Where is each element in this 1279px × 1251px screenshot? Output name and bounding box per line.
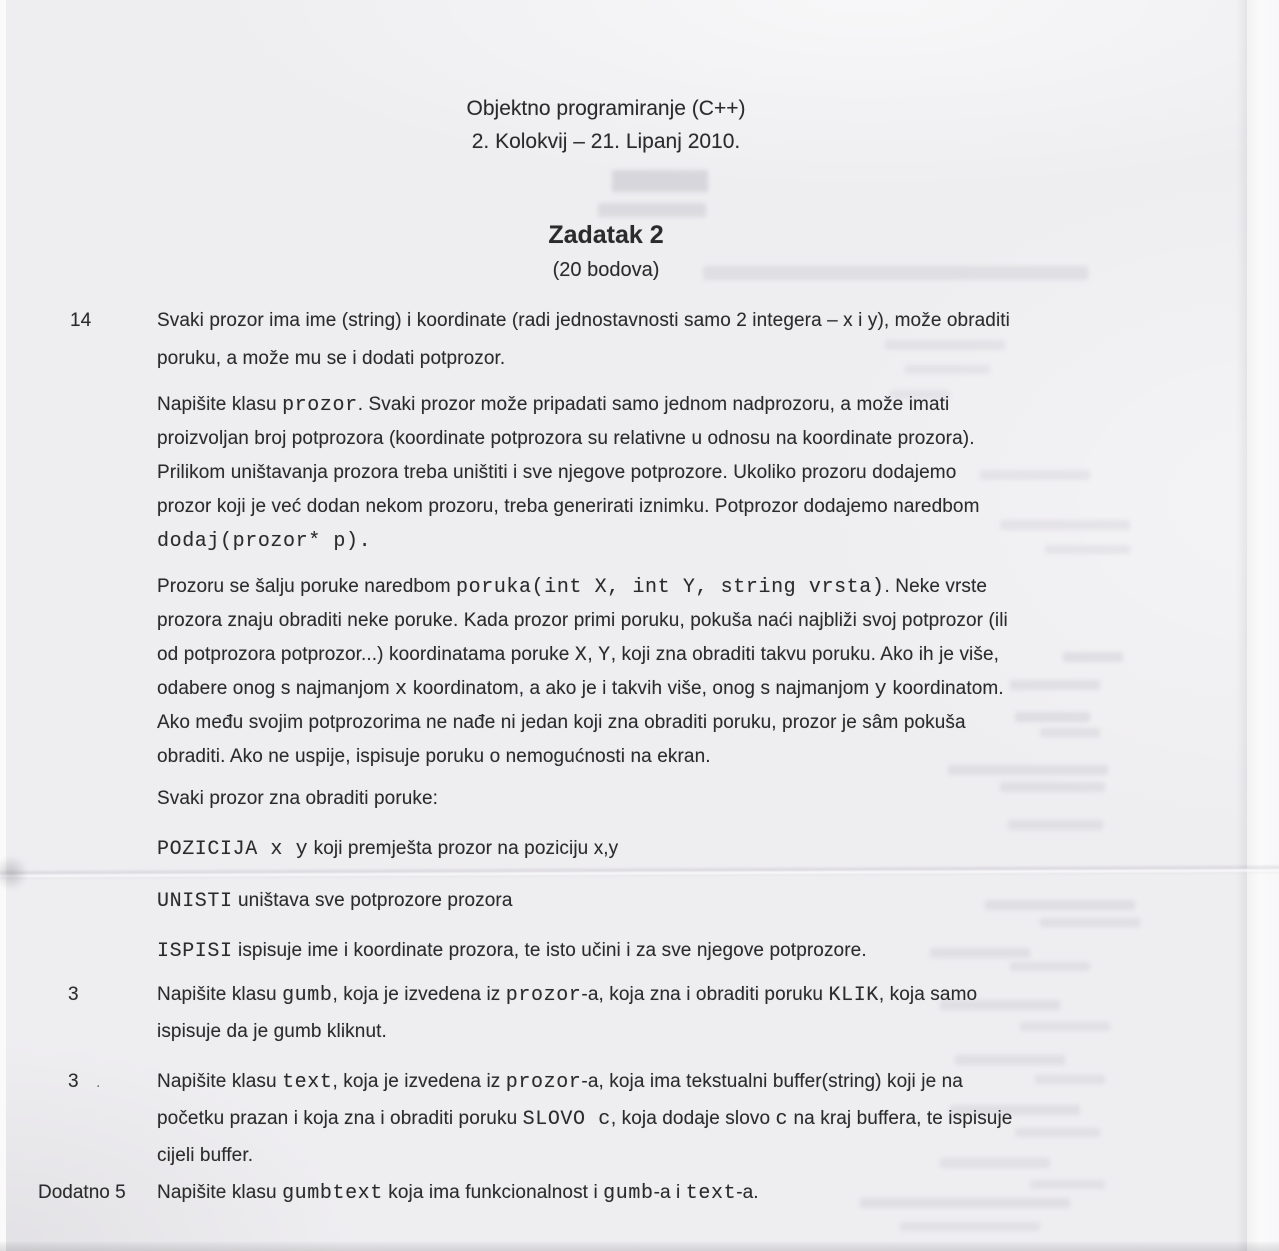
text-line — [157, 984, 1157, 1021]
fold-crease-shadow — [0, 856, 28, 890]
code-inline: gumbtext — [282, 1182, 383, 1205]
code-inline: X — [574, 644, 588, 667]
scan-edge-right-shadow — [1236, 0, 1247, 1251]
section-klasa-text — [157, 1071, 1157, 1182]
text-run: . Neke vrste — [884, 576, 988, 597]
text-line — [157, 890, 1157, 926]
code-inline: gumb — [282, 984, 333, 1007]
text-line — [157, 428, 1157, 462]
ghost-mark — [900, 1222, 1040, 1231]
text-line — [157, 1145, 1157, 1182]
text-run: Napišite klasu — [157, 1182, 283, 1203]
section-klasa-prozor — [157, 394, 1157, 564]
section-poruke-naslov — [157, 788, 1157, 824]
text-run: na kraj buffera, te ispisuje — [788, 1108, 1013, 1129]
code-inline: gumb — [603, 1182, 654, 1205]
text-run: , koji zna obraditi takvu poruku. Ako ih je više, — [610, 644, 1000, 665]
text-run: -a, koja ima tekstualni buffer(string) koji je na — [581, 1071, 963, 1092]
text-run: koordinatom, a ako je i takvih više, onog s najmanjom — [407, 678, 875, 699]
code-inline: prozor — [282, 394, 358, 417]
text-run: -a. — [736, 1182, 759, 1203]
text-line — [157, 348, 1157, 386]
text-run: , koja je izvedena iz — [332, 984, 506, 1005]
code-inline: prozor — [505, 1071, 582, 1094]
code-inline: POZICIJA x y — [157, 838, 309, 861]
text-run: koordinatom. — [887, 678, 1004, 699]
text-run: -a, koja zna i obraditi poruku — [581, 984, 829, 1005]
text-run: ispisuje ime i koordinate prozora, te isto učini i za sve njegove potprozore. — [232, 940, 867, 961]
section-uvod — [157, 310, 1157, 386]
text-line — [157, 394, 1157, 428]
task-points: (20 bodova) — [552, 259, 660, 281]
code-inline: poruka(int X, int Y, string vrsta) — [456, 576, 885, 599]
text-run: Prozoru se šalju poruke naredbom — [157, 576, 457, 597]
text-run: koji premješta prozor na poziciju x,y — [308, 838, 619, 859]
text-run: ispisuje da je gumb kliknut. — [157, 1021, 387, 1042]
code-inline: KLIK — [828, 984, 879, 1007]
code-inline: y — [874, 678, 888, 701]
code-inline: SLOVO c — [522, 1108, 611, 1131]
text-line — [157, 1021, 1157, 1058]
stray-dot: . — [96, 1074, 101, 1091]
text-run: , koja dodaje slovo — [610, 1108, 776, 1129]
text-run: početku prazan i koja zna i obraditi poruku — [157, 1108, 523, 1129]
text-line — [157, 1182, 1157, 1218]
text-line — [157, 576, 1157, 610]
section-poruke — [157, 576, 1157, 780]
scan-edge-bottom — [0, 1242, 1279, 1251]
ghost-mark — [598, 203, 706, 217]
text-run: poruku, a može mu se i dodati potprozor. — [157, 348, 506, 369]
text-line — [157, 496, 1157, 530]
text-run: cijeli buffer. — [157, 1145, 254, 1166]
text-line — [157, 788, 1157, 824]
text-run: prozora znaju obraditi neke poruke. Kada prozor primi poruku, pokuša naći najbliži svoj potprozor (ili — [157, 610, 1008, 631]
text-run: Napišite klasu — [157, 394, 283, 415]
text-run: prozor koji je već dodan nekom prozoru, treba generirati iznimku. Potprozor dodajemo naredbom — [157, 496, 980, 517]
text-line — [157, 678, 1157, 712]
text-line — [157, 462, 1157, 496]
text-run: uništava sve potprozore prozora — [232, 890, 513, 911]
text-run: Svaki prozor zna obraditi poruke: — [157, 788, 439, 809]
text-line — [157, 838, 1157, 874]
margin-points-klasa-text: 3 — [68, 1071, 79, 1092]
course-title: Objektno programiranje (C++) — [466, 97, 746, 120]
code-inline: prozor — [505, 984, 582, 1007]
text-run: koja ima funkcionalnost i — [382, 1182, 604, 1203]
text-run: Svaki prozor ima ime (string) i koordinate (radi jednostavnosti samo 2 integera – x i y), može obraditi — [157, 310, 1010, 331]
text-line — [157, 940, 1157, 976]
margin-points-uvod: 14 — [70, 310, 92, 331]
text-run: obraditi. Ako ne uspije, ispisuje poruku o nemogućnosti na ekran. — [157, 746, 711, 767]
text-line — [157, 712, 1157, 746]
section-poruka-ispisi — [157, 940, 1157, 976]
text-run: , koja samo — [878, 984, 978, 1005]
ghost-mark — [612, 170, 708, 192]
text-run: , — [587, 644, 599, 665]
section-klasa-gumbtext — [157, 1182, 1157, 1218]
section-poruka-unisti — [157, 890, 1157, 926]
text-run: Napišite klasu — [157, 984, 283, 1005]
exam-session-date: 2. Kolokvij – 21. Lipanj 2010. — [471, 130, 741, 153]
section-klasa-gumb — [157, 984, 1157, 1058]
code-inline: c — [775, 1108, 789, 1131]
code-inline: dodaj(prozor* p). — [157, 530, 372, 553]
text-line — [157, 530, 1157, 564]
scan-edge-left — [0, 0, 6, 1251]
code-inline: text — [282, 1071, 333, 1094]
code-inline: ISPISI — [157, 940, 233, 963]
code-inline: text — [685, 1182, 737, 1205]
text-run: odabere onog s najmanjom — [157, 678, 396, 699]
text-run: -a i — [653, 1182, 686, 1203]
section-poruka-pozicija — [157, 838, 1157, 874]
text-run: Prilikom uništavanja prozora treba uništiti i sve njegove potprozore. Ukoliko prozoru dodajemo — [157, 462, 957, 483]
task-title: Zadatak 2 — [548, 221, 664, 249]
text-run: od potprozora potprozor...) koordinatama poruke — [157, 644, 575, 665]
text-line — [157, 310, 1157, 348]
text-line — [157, 1108, 1157, 1145]
text-run: proizvoljan broj potprozora (koordinate potprozora su relativne u odnosu na koordinate prozora). — [157, 428, 975, 449]
scan-edge-right — [1247, 0, 1279, 1251]
text-line — [157, 610, 1157, 644]
text-run: Ako među svojim potprozorima ne nađe ni jedan koji zna obraditi poruku, prozor je sâm pokuša — [157, 712, 966, 733]
text-line — [157, 644, 1157, 678]
text-run: Napišite klasu — [157, 1071, 283, 1092]
code-inline: x — [395, 678, 408, 701]
text-line — [157, 746, 1157, 780]
margin-points-klasa-gumbtext: Dodatno 5 — [38, 1182, 126, 1203]
ghost-mark — [703, 266, 1088, 280]
text-line — [157, 1071, 1157, 1108]
text-run: . Svaki prozor može pripadati samo jednom nadprozoru, a može imati — [357, 394, 950, 415]
text-run: , koja je izvedena iz — [332, 1071, 506, 1092]
margin-points-klasa-gumb: 3 — [68, 984, 79, 1005]
code-inline: UNISTI — [157, 890, 233, 913]
code-inline: Y — [598, 644, 611, 667]
